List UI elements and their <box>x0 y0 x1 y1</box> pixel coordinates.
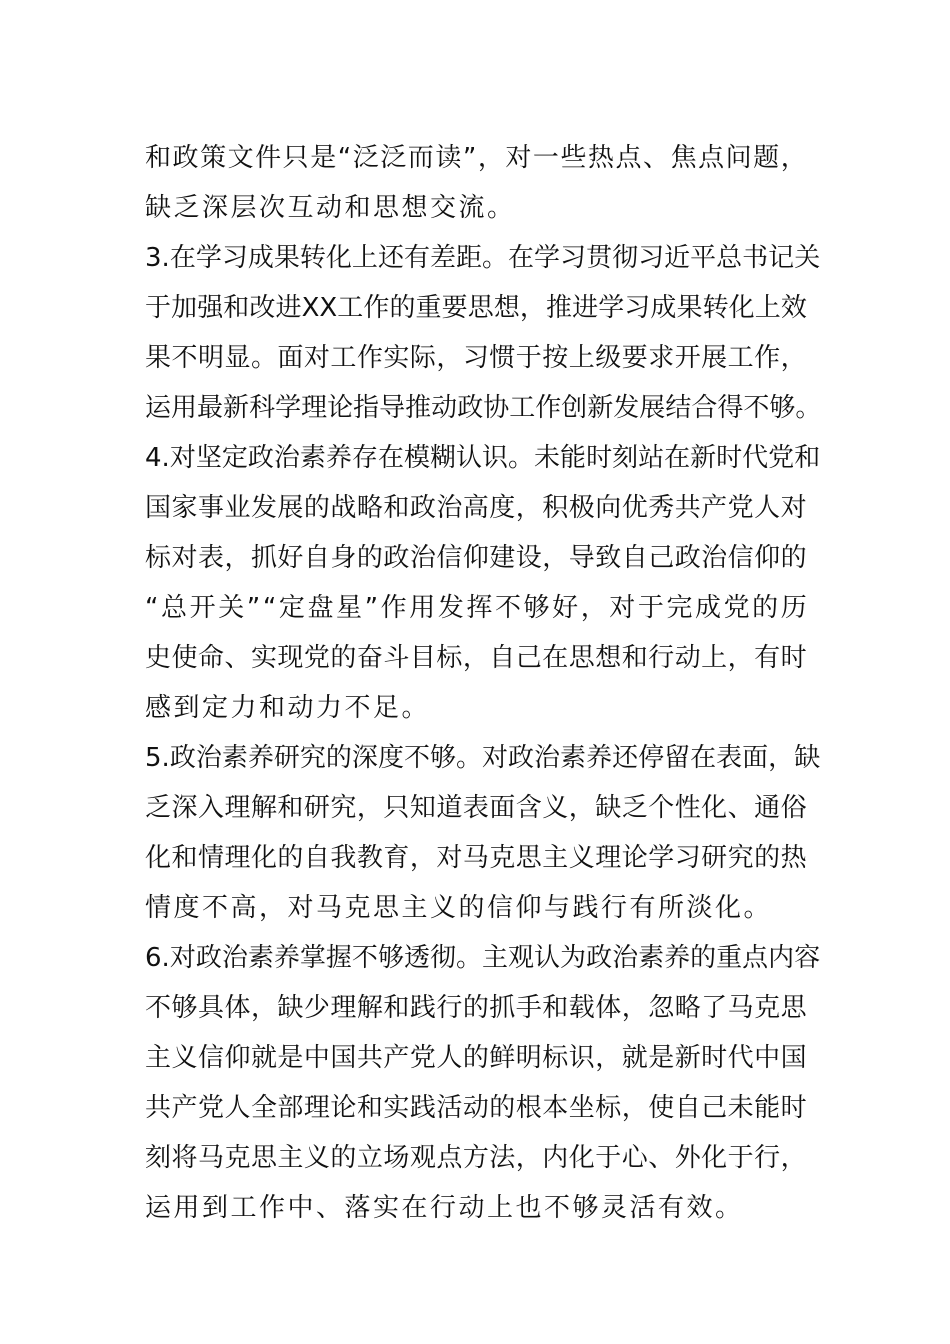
text-line: 主 义 信 仰 就 是 中 国 共 产 党 人 的 鲜 明 标 识 ， 就 是 新 时 代 中 国 <box>145 1043 807 1073</box>
text-line: 刻 将 马 克 思 主 义 的 立 场 观 点 方 法 ， 内 化 于 心 、 外 化 于 行 ， <box>145 1143 807 1173</box>
text-line: 缺乏深层次互动和思想交流。 <box>145 193 516 223</box>
text-line: 5. 政 治 素 养 研 究 的 深 度 不 够 。 对 政 治 素 养 还 停 留 在 表 面 ， 缺 <box>145 743 821 773</box>
text-line: 感到定力和动力不足。 <box>145 693 431 723</box>
text-line: “ 总 开 关 ” “ 定 盘 星 ” 作 用 发 挥 不 够 好 ， 对 于 完 成 党 的 历 <box>145 593 807 623</box>
text-line: 情度不高，对马克思主义的信仰与践行有所淡化。 <box>145 893 773 923</box>
text-line: 化 和 情 理 化 的 自 我 教 育 ， 对 马 克 思 主 义 理 论 学 习 研 究 的 热 <box>145 843 807 873</box>
text-line: 史 使 命 、 实 现 党 的 奋 斗 目 标 ， 自 己 在 思 想 和 行 动 上 ， 有 时 <box>145 643 807 673</box>
text-line: 运 用 最 新 科 学 理 论 指 导 推 动 政 协 工 作 创 新 发 展 结 合 得 不 够 。 <box>145 393 822 423</box>
text-line: 乏 深 入 理 解 和 研 究 ， 只 知 道 表 面 含 义 ， 缺 乏 个 性 化 、 通 俗 <box>145 793 807 823</box>
text-line: 运用到工作中、落实在行动上也不够灵活有效。 <box>145 1193 744 1223</box>
text-line: 不 够 具 体 ， 缺 少 理 解 和 践 行 的 抓 手 和 载 体 ， 忽 略 了 马 克 思 <box>145 993 807 1023</box>
text-line: 3. 在 学 习 成 果 转 化 上 还 有 差 距 。 在 学 习 贯 彻 习 近 平 总 书 记 关 <box>145 243 821 273</box>
document-body <box>145 133 822 1233</box>
text-line: 4. 对 坚 定 政 治 素 养 存 在 模 糊 认 识 。 未 能 时 刻 站 在 新 时 代 党 和 <box>145 443 821 473</box>
text-line: 国 家 事 业 发 展 的 战 略 和 政 治 高 度 ， 积 极 向 优 秀 共 产 党 人 对 <box>145 493 807 523</box>
text-line: 共 产 党 人 全 部 理 论 和 实 践 活 动 的 根 本 坐 标 ， 使 自 己 未 能 时 <box>145 1093 807 1123</box>
text-line: 标 对 表 ， 抓 好 自 身 的 政 治 信 仰 建 设 ， 导 致 自 己 政 治 信 仰 的 <box>145 543 807 573</box>
text-line: 果 不 明 显 。 面 对 工 作 实 际 ， 习 惯 于 按 上 级 要 求 开 展 工 作 ， <box>145 343 807 373</box>
text-line: 于 加 强 和 改 进 XX 工 作 的 重 要 思 想 ， 推 进 学 习 成 果 转 化 上 效 <box>145 293 807 323</box>
text-line: 和 政 策 文 件 只 是 “ 泛 泛 而 读 ” ， 对 一 些 热 点 、 焦 点 问 题 ， <box>145 143 807 173</box>
text-line: 6. 对 政 治 素 养 掌 握 不 够 透 彻 。 主 观 认 为 政 治 素 养 的 重 点 内 容 <box>145 943 821 973</box>
